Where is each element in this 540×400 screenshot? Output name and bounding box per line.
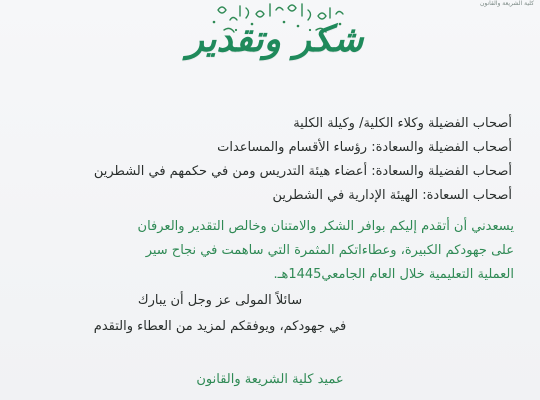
- closing-prayer: [20, 288, 420, 340]
- message-line-2: على جهودكم الكبيرة، وعطاءاتكم المثمرة التي ساهمت في نجاح سير: [145, 243, 514, 258]
- page-title: [180, 4, 370, 74]
- message-line-3: العملية التعليمية خلال العام الجامعي1445هـ.: [273, 267, 514, 282]
- recipients-list: [22, 112, 512, 208]
- message-line-1: يسعدني أن أتقدم إليكم بوافر الشكر والامتنان وخالص التقدير والعرفان: [137, 219, 514, 234]
- corner-college-tag: كلية الشريعة والقانون: [479, 0, 534, 7]
- prayer-line-1: سائلاً المولى عز وجل أن يبارك: [137, 293, 303, 308]
- prayer-line-2: في جهودكم، ويوفقكم لمزيد من العطاء والتقدم: [93, 319, 347, 334]
- title-text: شكر وتقدير: [186, 18, 364, 60]
- recipient-line: أصحاب السعادة: الهيئة الإدارية في الشطرين: [272, 188, 512, 203]
- signature: عميد كلية الشريعة والقانون: [196, 372, 344, 387]
- recipient-line: أصحاب الفضيلة والسعادة: أعضاء هيئة التدريس ومن في حكمهم في الشطرين: [93, 164, 512, 179]
- recipient-line: أصحاب الفضيلة والسعادة: رؤساء الأقسام والمساعدات: [217, 140, 512, 155]
- thanks-message: [24, 215, 514, 287]
- recipient-line: أصحاب الفضيلة وكلاء الكلية/ وكيلة الكلية: [293, 116, 512, 131]
